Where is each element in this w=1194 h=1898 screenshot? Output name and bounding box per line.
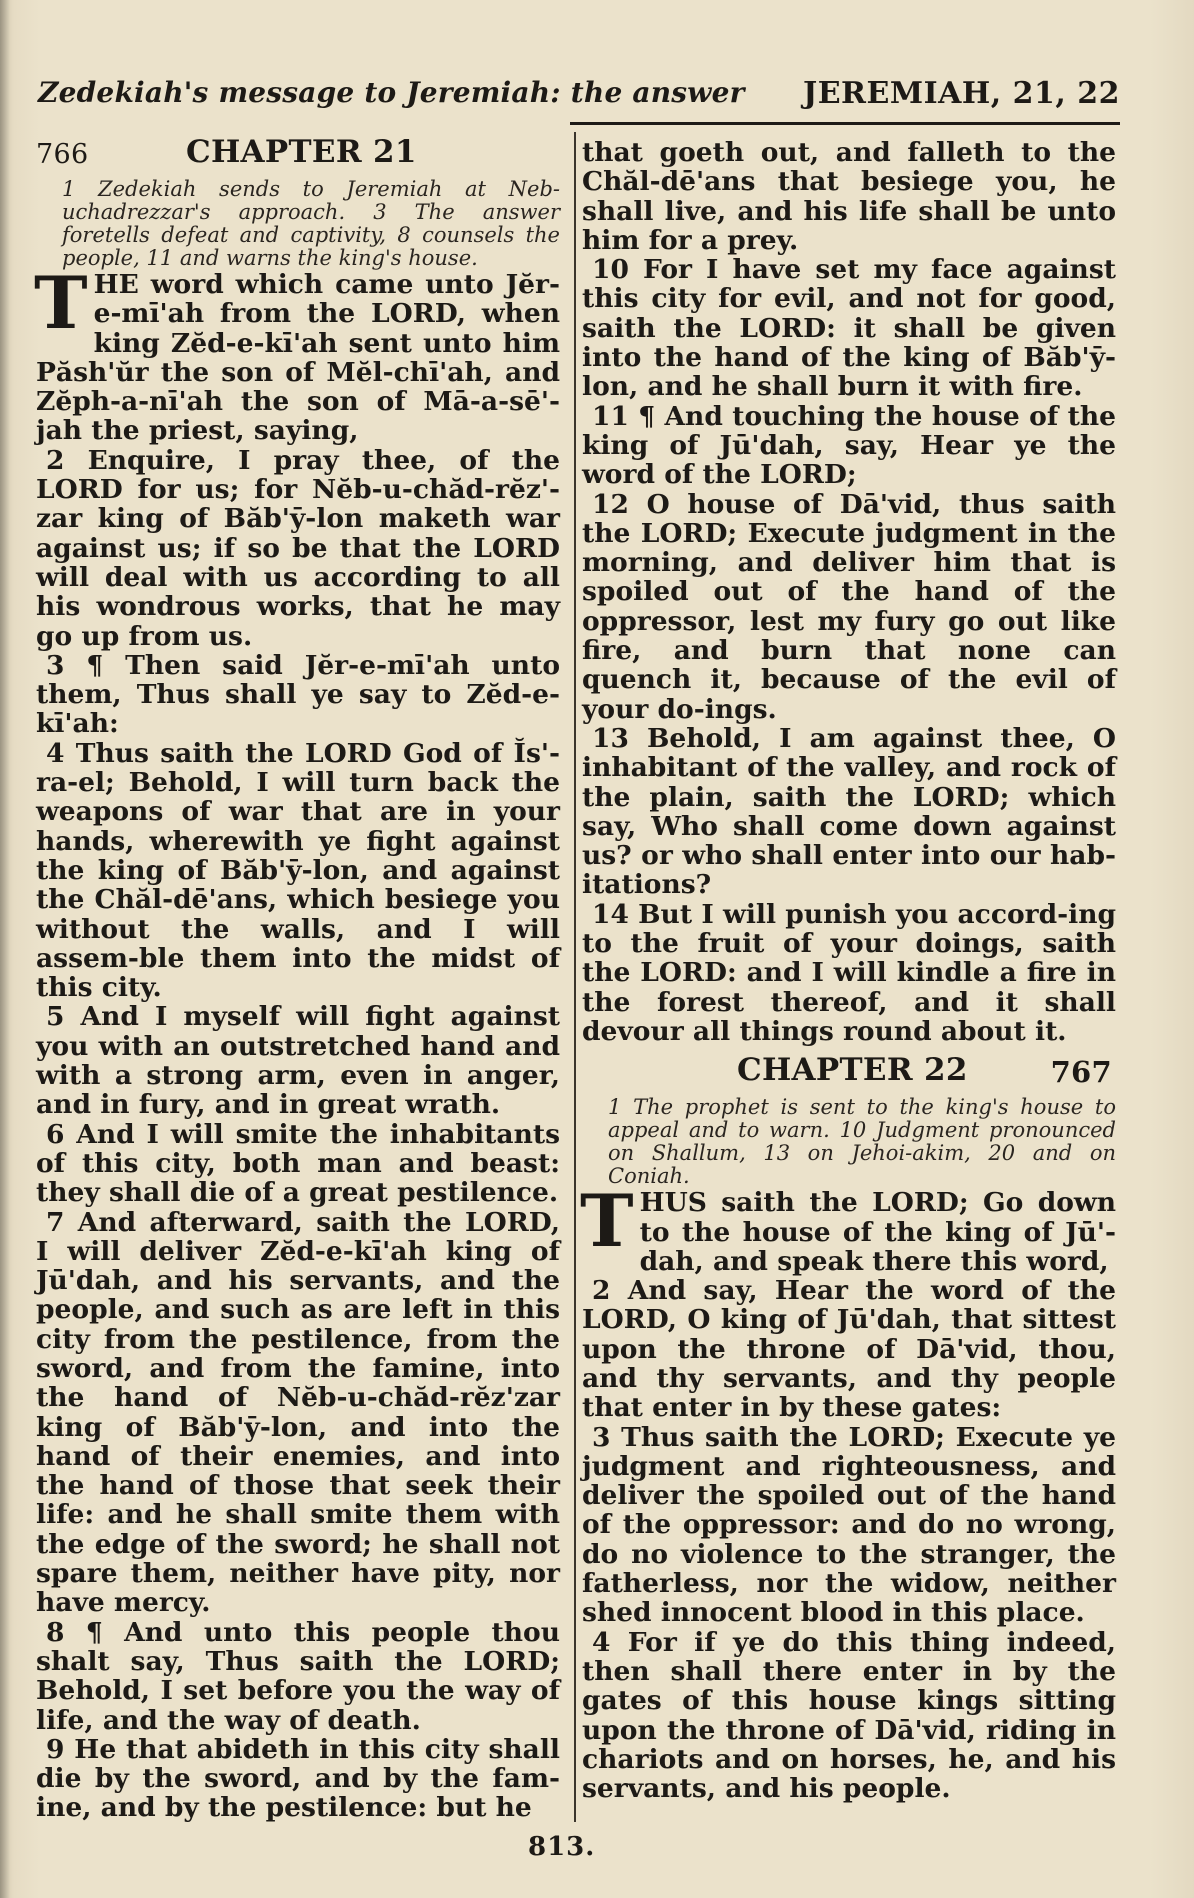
chapter-21-summary: 1 Zedekiah sends to Jeremiah at Neb-uchadrezzar's approach. 3 The answer foretells defeat and captivity, 8 counsels the people, 11 and warns the king's house.: [62, 177, 560, 270]
chapter-21-verse-12: 12 O house of Dā'vid, thus saith the LORD; Execute judgment in the morning, and deliver him that is spoiled out of the hand of the oppressor, lest my fury go out like fire, and burn that none can quench it, because of the evil of your do-ings.: [582, 488, 1116, 725]
page-gutter: [0, 0, 10, 1898]
header-left-title: Zedekiah's message to Jeremiah: the answer: [38, 76, 745, 109]
chapter-22-verse-4: 4 For if ye do this thing indeed, then shall there enter in by the gates of this house kings sitting upon the throne of Dā'vid, riding in chariots and on horses, he, and his servants, and his people.: [582, 1626, 1116, 1805]
chapter-21-verse-13: 13 Behold, I am against thee, O inhabitant of the valley, and rock of the plain, saith the LORD; which say, Who shall come down against us? or who shall enter into our hab-itations?: [582, 722, 1116, 901]
chapter-22-page-number: 767: [1050, 1055, 1112, 1090]
column-divider: [574, 132, 576, 1822]
chapter-21-heading: [36, 134, 560, 178]
chapter-21-verse-1: [34, 260, 560, 447]
chapter-22-title: CHAPTER 22: [737, 1052, 968, 1089]
chapter-21-verse-11: 11 ¶ And touching the house of the king of Jū'dah, say, Hear ye the word of the LORD;: [582, 400, 1116, 491]
verse-text: HUS saith the LORD; Go down to the house of the king of Jū'-dah, and speak there this word,: [639, 1187, 1116, 1277]
chapter-21-verse-14: 14 But I will punish you accord-ing to the fruit of your doings, saith the LORD: and I will kindle a fire in the forest thereof, and it shall devour all things round about it.: [582, 898, 1116, 1047]
header-right-title: JEREMIAH, 21, 22: [803, 76, 1120, 111]
chapter-21-verse-3: 3 ¶ Then said Jĕr-e-mī'ah unto them, Thus shall ye say to Zĕd-e-kī'ah:: [36, 649, 560, 740]
right-column: [582, 138, 1116, 1803]
chapter-22-verse-1: [580, 1178, 1116, 1277]
chapter-21-verse-8: 8 ¶ And unto this people thou shalt say, Thus saith the LORD; Behold, I set before you the way of life, and the way of death.: [36, 1616, 560, 1736]
chapter-21-dropcap: T: [34, 260, 88, 345]
chapter-21-title: CHAPTER 21: [186, 134, 417, 170]
chapter-21-verse-9-continued: that goeth out, and falleth to the Chăl-dē'ans that besiege you, he shall live, and his life shall be unto him for a prey.: [582, 137, 1116, 256]
chapter-22-verse-3: 3 Thus saith the LORD; Execute ye judgment and righteousness, and deliver the spoiled out of the hand of the oppressor: and do no wrong, do no violence to the stranger, the fatherless, nor the widow, neither shed innocent blood in this place.: [582, 1421, 1116, 1629]
page-folio-number: 813.: [528, 1832, 596, 1862]
header-rule: [570, 122, 1120, 125]
chapter-21-verse-5: 5 And I myself will fight against you with an outstretched hand and with a strong arm, even in anger, and in fury, and in great wrath.: [36, 1001, 560, 1121]
running-header: [38, 76, 1120, 126]
chapter-21-verse-9: 9 He that abideth in this city shall die by the sword, and by the fam-ine, and by the pestilence: but he: [36, 1733, 560, 1824]
chapter-22-summary: 1 The prophet is sent to the king's house to appeal and to warn. 10 Judgment pronounced on Shallum, 13 on Jehoi-akim, 20 and on Coniah.: [608, 1095, 1116, 1189]
chapter-22-verse-2: 2 And say, Hear the word of the LORD, O king of Jū'dah, that sittest upon the throne of Dā'vid, thou, and thy servants, and thy people that enter in by these gates:: [582, 1275, 1116, 1424]
chapter-21-verse-6: 6 And I will smite the inhabitants of this city, both man and beast: they shall die of a great pestilence.: [36, 1118, 560, 1209]
chapter-22-dropcap: T: [580, 1178, 634, 1264]
chapter-21-verse-2: 2 Enquire, I pray thee, of the LORD for us; for Nĕb-u-chăd-rĕz'-zar king of Băb'ȳ-lon maketh war against us; if so be that the LORD will deal with us according to all his wondrous works, that he may go up from us.: [36, 444, 560, 652]
chapter-21-verse-4: 4 Thus saith the LORD God of Ĭs'-ra-el; Behold, I will turn back the weapons of war that are in your hands, wherewith ye fight against the king of Băb'ȳ-lon, and against the Chăl-dē'ans, which besiege you without the walls, and I will assem-ble them into the midst of this city.: [36, 737, 560, 1004]
chapter-21-page-number: 766: [36, 139, 89, 170]
left-column: [34, 134, 560, 1824]
chapter-21-verse-7: 7 And afterward, saith the LORD, I will deliver Zĕd-e-kī'ah king of Jū'dah, and his servants, and the people, and such as are left in this city from the pestilence, from the sword, and from the famine, into the hand of Nĕb-u-chăd-rĕz'zar king of Băb'ȳ-lon, and into the hand of their enemies, and into the hand of those that seek their life: and he shall smite them with the edge of the sword; he shall not spare them, neither have pity, nor have mercy.: [36, 1206, 560, 1619]
verse-text: HE word which came unto Jĕr-e-mī'ah from the LORD, when king Zĕd-e-kī'ah sent unto him Păsh'ŭr the son of Mĕl-chī'ah, and Zĕph-a-nī'ah the son of Mā-a-sē'-jah the priest, saying,: [36, 269, 560, 447]
chapter-22-heading: [582, 1052, 1116, 1096]
chapter-21-verse-10: 10 For I have set my face against this city for evil, and not for good, saith the LORD: it shall be given into the hand of the king of Băb'ȳ-lon, and he shall burn it with fire.: [582, 254, 1116, 403]
